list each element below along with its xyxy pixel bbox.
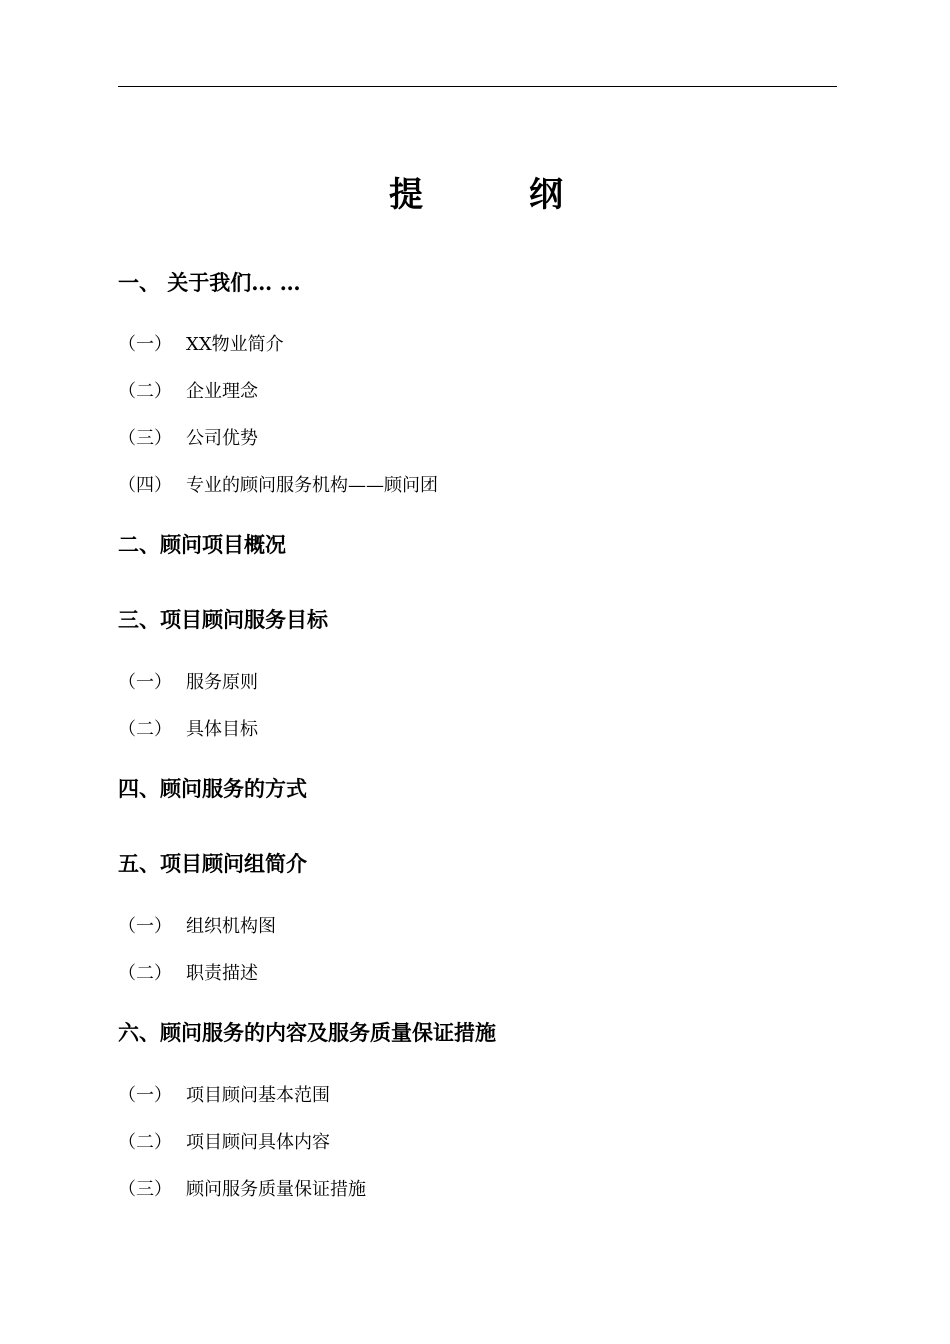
item-number: （一） (118, 916, 172, 937)
item-text: 企业理念 (186, 381, 258, 402)
item-number: （一） (118, 334, 172, 355)
outline-item (118, 1083, 330, 1109)
item-text: 组织机构图 (186, 916, 276, 937)
item-text: 具体目标 (186, 719, 258, 740)
section-heading-2: 二、顾问项目概况 (118, 532, 286, 557)
section-heading-5: 五、项目顾问组简介 (118, 851, 307, 876)
item-number: （二） (118, 1132, 172, 1153)
title-char-1: 提 (389, 175, 423, 215)
section-heading-6: 六、顾问服务的内容及服务质量保证措施 (118, 1020, 496, 1045)
item-text: 服务原则 (186, 672, 258, 693)
item-text: 职责描述 (186, 963, 258, 984)
outline-item (118, 426, 258, 452)
outline-item (118, 670, 258, 696)
outline-item (118, 717, 258, 743)
outline-item (118, 961, 258, 987)
item-text: 顾问服务质量保证措施 (186, 1179, 366, 1200)
item-text: 项目顾问具体内容 (186, 1132, 330, 1153)
item-number: （一） (118, 672, 172, 693)
section-heading-4: 四、顾问服务的方式 (118, 776, 307, 801)
section-heading-3: 三、项目顾问服务目标 (118, 607, 328, 632)
section-heading-1: 一、 关于我们… … (118, 270, 301, 295)
item-number: （四） (118, 475, 172, 496)
item-number: （二） (118, 381, 172, 402)
item-text: 专业的顾问服务机构——顾问团 (186, 475, 438, 496)
item-number: （二） (118, 719, 172, 740)
title-char-2: 纲 (529, 175, 563, 215)
outline-item (118, 332, 284, 358)
item-number: （二） (118, 963, 172, 984)
outline-item (118, 473, 438, 499)
page-title (0, 172, 950, 218)
outline-item (118, 1177, 366, 1203)
item-text: XX物业简介 (186, 334, 284, 355)
outline-item (118, 379, 258, 405)
outline-item (118, 914, 276, 940)
item-number: （三） (118, 1179, 172, 1200)
outline-item (118, 1130, 330, 1156)
item-number: （三） (118, 428, 172, 449)
item-text: 公司优势 (186, 428, 258, 449)
item-number: （一） (118, 1085, 172, 1106)
header-rule (118, 86, 837, 87)
item-text: 项目顾问基本范围 (186, 1085, 330, 1106)
